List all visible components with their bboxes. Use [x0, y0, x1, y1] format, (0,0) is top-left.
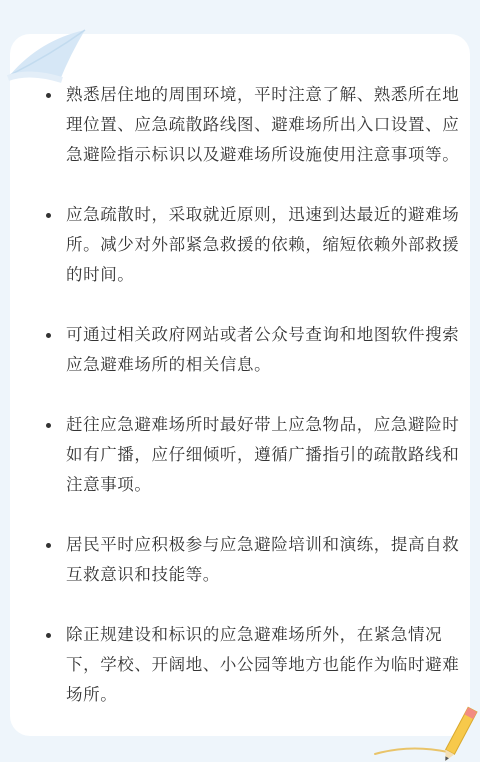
tips-list — [40, 80, 460, 710]
list-item — [40, 530, 460, 590]
list-item — [40, 410, 460, 500]
list-item — [40, 320, 460, 380]
pencil-icon — [370, 692, 480, 762]
bullet-icon — [46, 423, 51, 428]
list-item-text: 熟悉居住地的周围环境，平时注意了解、熟悉所在地理位置、应急疏散路线图、避难场所出入口设置、应急避险指示标识以及避难场所设施使用注意事项等。 — [66, 85, 460, 164]
list-item-text: 应急疏散时，采取就近原则，迅速到达最近的避难场所。减少对外部紧急救援的依赖，缩短依赖外部救援的时间。 — [66, 205, 460, 284]
bullet-icon — [46, 213, 51, 218]
list-item-text: 赶往应急避难场所时最好带上应急物品，应急避险时如有广播，应仔细倾听，遵循广播指引的疏散路线和注意事项。 — [66, 415, 460, 494]
paper-fan-decoration — [0, 0, 120, 90]
bullet-icon — [46, 543, 51, 548]
bullet-icon — [46, 93, 51, 98]
bullet-icon — [46, 333, 51, 338]
list-item-text: 除正规建设和标识的应急避难场所外，在紧急情况下，学校、开阔地、小公园等地方也能作为临时避难场所。 — [66, 625, 460, 704]
list-item-text: 可通过相关政府网站或者公众号查询和地图软件搜索应急避难场所的相关信息。 — [66, 325, 460, 374]
list-item — [40, 200, 460, 290]
list-item-text: 居民平时应积极参与应急避险培训和演练，提高自救互救意识和技能等。 — [66, 535, 460, 584]
bullet-icon — [46, 633, 51, 638]
list-item — [40, 80, 460, 170]
